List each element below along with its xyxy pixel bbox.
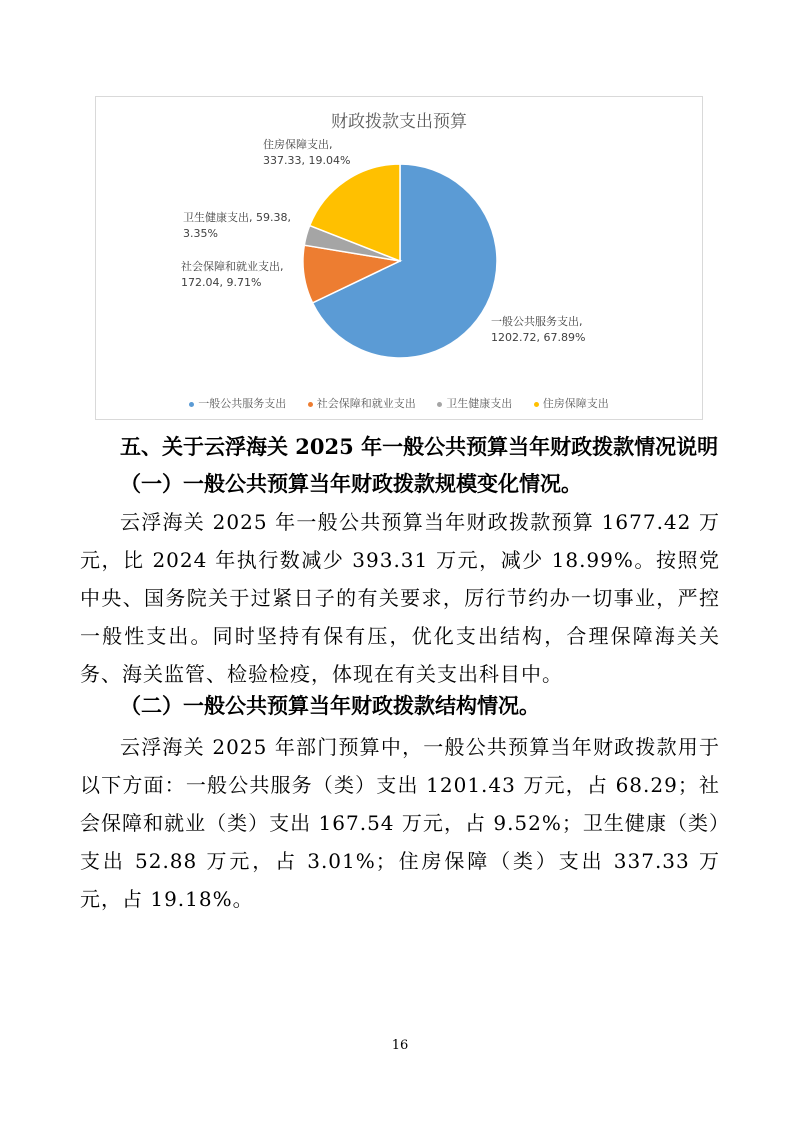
legend-swatch [308, 402, 313, 407]
pie-chart [95, 96, 703, 420]
data-label: 社会保障和就业支出, 172.04, 9.71% [181, 260, 284, 289]
chart-legend [96, 395, 702, 411]
legend-label: 一般公共服务支出 [198, 397, 287, 410]
page-number: 16 [391, 1038, 409, 1053]
legend-item [437, 395, 512, 411]
subheading-2: （二）一般公共预算当年财政拨款结构情况。 [120, 693, 540, 718]
section-heading: 五、关于云浮海关 2025 年一般公共预算当年财政拨款情况说明 [120, 434, 719, 459]
subheading-1: （一）一般公共预算当年财政拨款规模变化情况。 [120, 471, 582, 496]
legend-swatch [189, 402, 194, 407]
legend-label: 住房保障支出 [542, 397, 609, 410]
chart-title: 财政拨款支出预算 [331, 112, 467, 132]
legend-label: 社会保障和就业支出 [316, 397, 416, 410]
pie-chart-canvas [96, 97, 702, 387]
data-label: 住房保障支出, 337.33, 19.04% [263, 138, 351, 167]
paragraph-2: 云浮海关 2025 年部门预算中，一般公共预算当年财政拨款用于以下方面：一般公共服务（类）支出 1201.43 万元，占 68.29；社会保障和就业（类）支出 167.54 万元，占 9.52%；卫生健康（类）支出 52.88 万元，占 3.01%；住房保障（类）支出 337.33 万元，占 19.18%。 [80, 735, 720, 911]
legend-swatch [437, 402, 442, 407]
legend-label: 卫生健康支出 [446, 397, 513, 410]
legend-item [534, 395, 609, 411]
legend-item [308, 395, 416, 411]
legend-swatch [534, 402, 539, 407]
data-label: 一般公共服务支出, 1202.72, 67.89% [491, 315, 586, 344]
data-label: 卫生健康支出, 59.38, 3.35% [183, 211, 291, 240]
legend-item [189, 395, 286, 411]
paragraph-1: 云浮海关 2025 年一般公共预算当年财政拨款预算 1677.42 万元，比 2024 年执行数减少 393.31 万元，减少 18.99%。按照党中央、国务院关于过紧日子的有关要求，厉行节约办一切事业，严控一般性支出。同时坚持有保有压，优化支出结构，合理保障海关关务、海关监管、检验检疫，体现在有关支出科目中。 [80, 510, 720, 686]
